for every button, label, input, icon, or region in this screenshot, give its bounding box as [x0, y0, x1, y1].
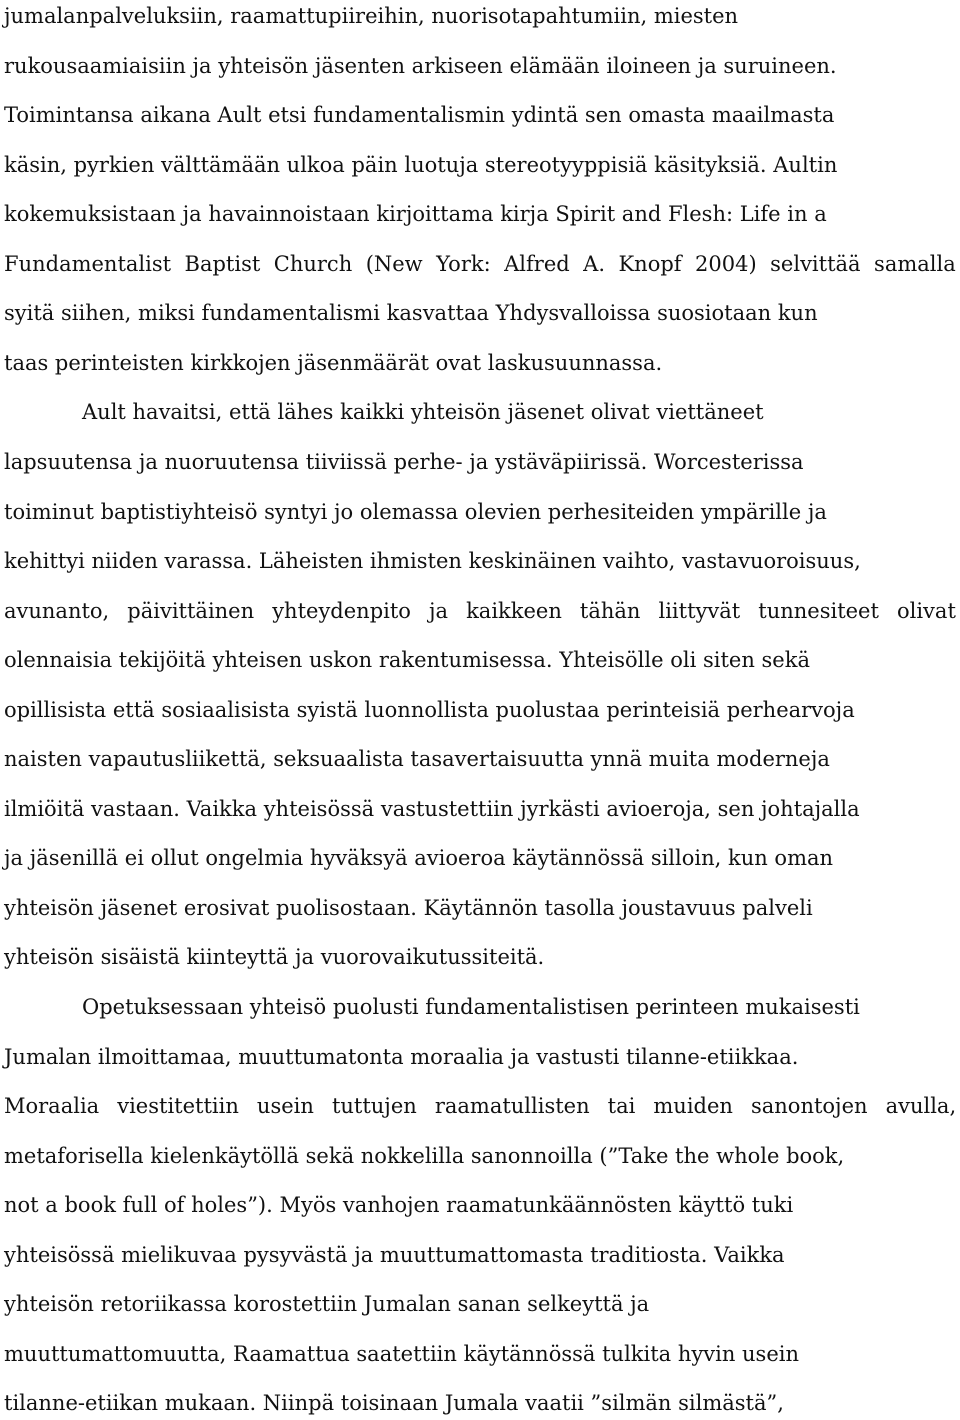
- text-line: Moraalia viestitettiin usein tuttujen raamatullisten tai muiden sanontojen avulla,: [4, 1094, 957, 1119]
- text-line: kehittyi niiden varassa. Läheisten ihmisten keskinäinen vaihto, vastavuoroisuus,: [4, 549, 861, 574]
- text-line: yhteisössä mielikuvaa pysyvästä ja muuttumattomasta traditiosta. Vaikka: [4, 1242, 785, 1267]
- text-line: toiminut baptistiyhteisö syntyi jo olemassa olevien perhesiteiden ympärille ja: [4, 499, 827, 524]
- text-line: yhteisön retoriikassa korostettiin Jumalan sanan selkeyttä ja: [4, 1292, 650, 1317]
- text-line: jumalanpalveluksiin, raamattupiireihin, nuorisotapahtumiin, miesten: [4, 4, 739, 28]
- text-line: yhteisön sisäistä kiinteyttä ja vuorovaikutussiteitä.: [4, 945, 545, 970]
- text-line: Toimintansa aikana Ault etsi fundamentalismin ydintä sen omasta maailmasta: [4, 103, 835, 128]
- text-line: Opetuksessaan yhteisö puolusti fundamentalistisen perinteen mukaisesti: [82, 995, 860, 1019]
- text-line: Ault havaitsi, että lähes kaikki yhteisön jäsenet olivat viettäneet: [82, 400, 764, 425]
- text-line: Fundamentalist Baptist Church (New York: Alfred A. Knopf 2004) selvittää samalla: [4, 251, 956, 276]
- text-line: rukousaamiaisiin ja yhteisön jäsenten arkiseen elämään iloineen ja suruineen.: [4, 53, 837, 78]
- text-line: muuttumattomuutta, Raamattua saatettiin käytännössä tulkita hyvin usein: [4, 1341, 799, 1366]
- text-line: kokemuksistaan ja havainnoistaan kirjoittama kirja Spirit and Flesh: Life in a: [4, 202, 827, 227]
- text-line: ilmiöitä vastaan. Vaikka yhteisössä vastustettiin jyrkästi avioeroja, sen johtajalla: [4, 796, 860, 821]
- text-line: käsin, pyrkien välttämään ulkoa päin luotuja stereotyyppisiä käsityksiä. Aultin: [4, 152, 838, 177]
- text-line: lapsuutensa ja nuoruutensa tiiviissä perhe- ja ystäväpiirissä. Worcesterissa: [4, 449, 804, 474]
- text-line: metaforisella kielenkäytöllä sekä nokkelilla sanonnoilla (”Take the whole book,: [4, 1143, 845, 1168]
- text-line: opillisista että sosiaalisista syistä luonnollista puolustaa perinteisiä perhearvoja: [4, 697, 855, 722]
- text-line: naisten vapautusliikettä, seksuaalista tasavertaisuutta ynnä muita moderneja: [4, 747, 830, 772]
- text-line: syitä siihen, miksi fundamentalismi kasvattaa Yhdysvalloissa suosiotaan kun: [4, 301, 818, 326]
- text-line: olennaisia tekijöitä yhteisen uskon rakentumisessa. Yhteisölle oli siten sekä: [4, 648, 810, 673]
- text-line: taas perinteisten kirkkojen jäsenmäärät ovat laskusuunnassa.: [4, 350, 663, 375]
- text-line: ja jäsenillä ei ollut ongelmia hyväksyä avioeroa käytännössä silloin, kun oman: [4, 846, 834, 871]
- text-line: tilanne-etiikan mukaan. Niinpä toisinaan Jumala vaatii ”silmän silmästä”,: [4, 1391, 784, 1416]
- text-line: Jumalan ilmoittamaa, muuttumatonta moraalia ja vastusti tilanne-etiikkaa.: [4, 1044, 799, 1069]
- text-line: yhteisön jäsenet erosivat puolisostaan. Käytännön tasolla joustavuus palveli: [4, 895, 813, 920]
- text-line: avunanto, päivittäinen yhteydenpito ja kaikkeen tähän liittyvät tunnesiteet olivat: [4, 598, 956, 623]
- text-line: not a book full of holes”). Myös vanhojen raamatunkäännösten käyttö tuki: [4, 1193, 794, 1218]
